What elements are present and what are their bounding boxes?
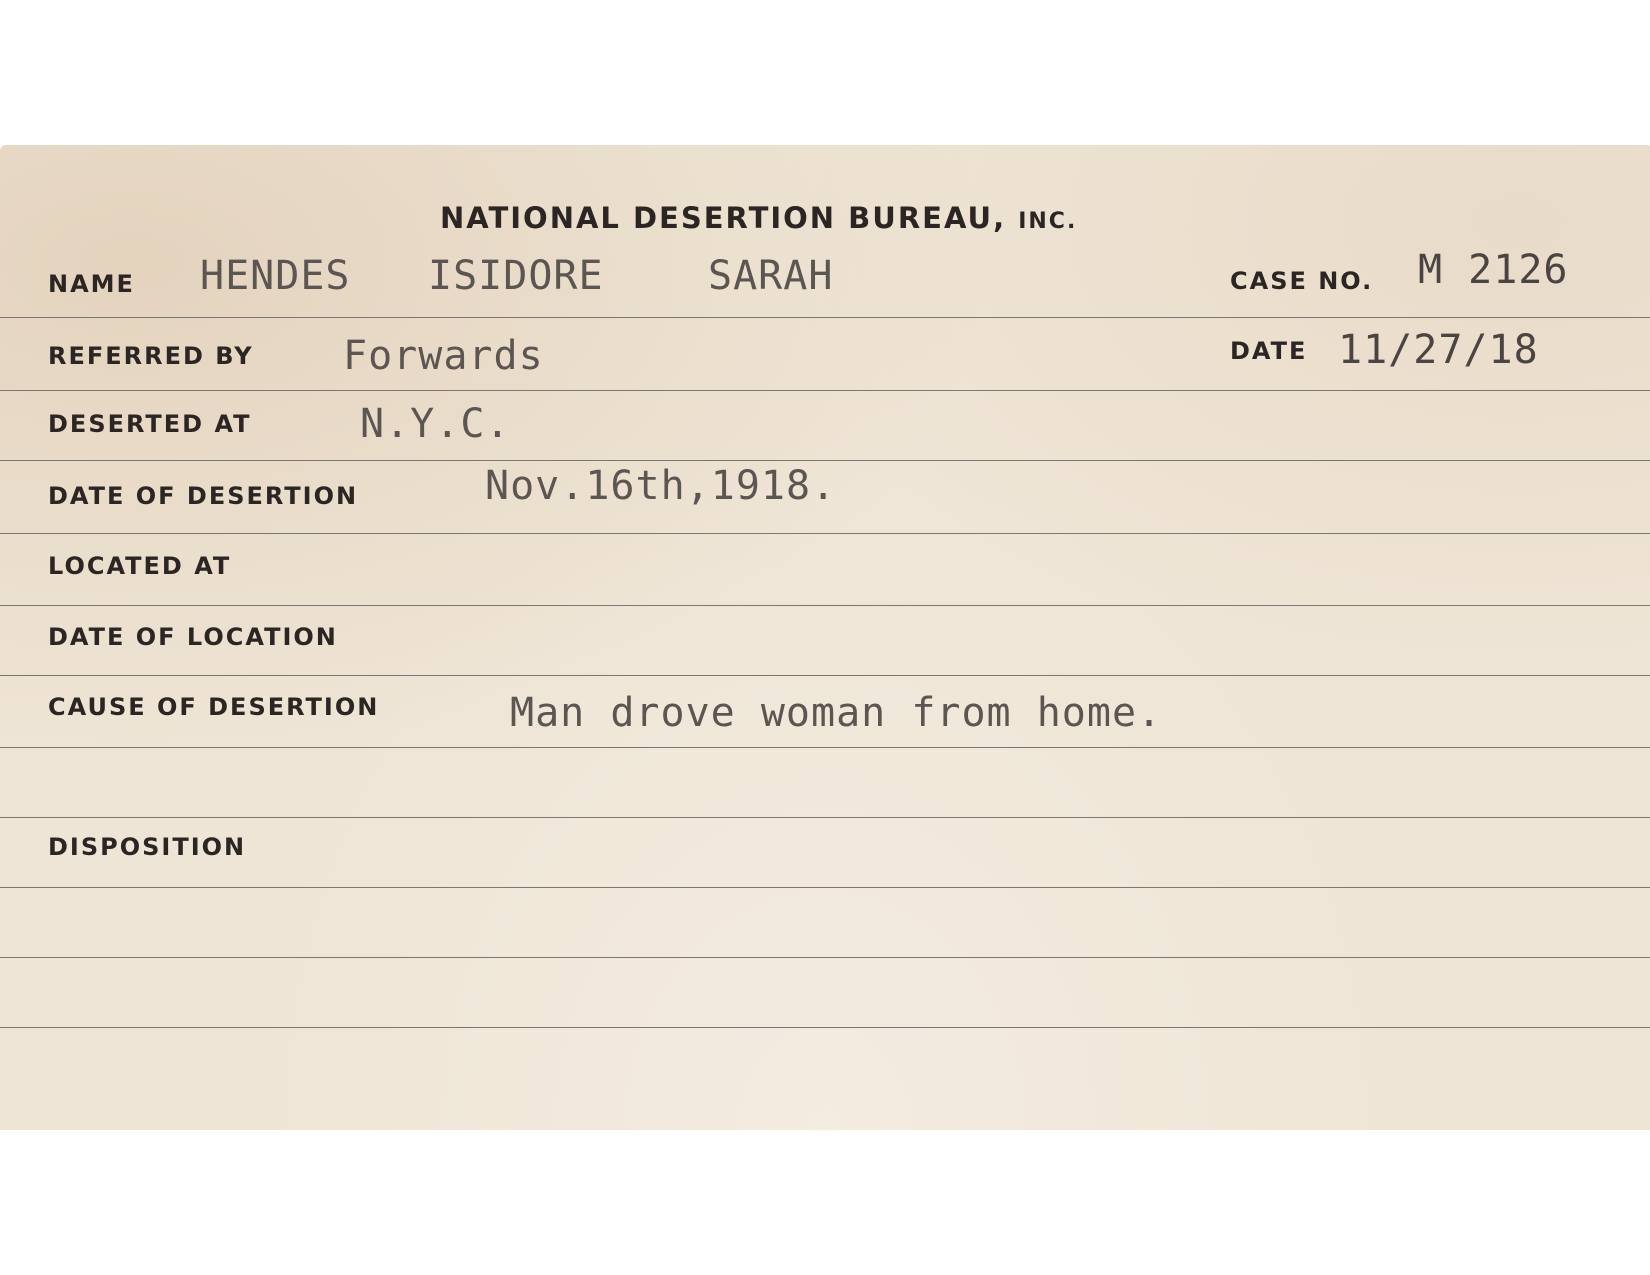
name-label: NAME bbox=[48, 270, 135, 298]
date-value: 11/27/18 bbox=[1338, 327, 1539, 373]
rule-disposition-3 bbox=[0, 1027, 1650, 1029]
rule-name bbox=[0, 317, 1650, 319]
deserted-at-value: N.Y.C. bbox=[360, 401, 511, 447]
disposition-label: DISPOSITION bbox=[48, 833, 247, 861]
index-card bbox=[0, 145, 1650, 1130]
case-no-value: M 2126 bbox=[1418, 247, 1569, 293]
referred-by-label: REFERRED BY bbox=[48, 342, 254, 370]
bureau-suffix: INC. bbox=[1018, 209, 1078, 234]
rule-located-at bbox=[0, 605, 1650, 607]
rule-cause-of-desertion bbox=[0, 747, 1650, 749]
date-label: DATE bbox=[1230, 337, 1308, 365]
rule-disposition-2 bbox=[0, 957, 1650, 959]
date-of-desertion-value: Nov.16th,1918. bbox=[485, 463, 837, 509]
bureau-name: NATIONAL DESERTION BUREAU, bbox=[440, 201, 1007, 235]
rule-disposition bbox=[0, 887, 1650, 889]
referred-by-value: Forwards bbox=[343, 333, 544, 379]
cause-of-desertion-value: Man drove woman from home. bbox=[510, 690, 1163, 736]
case-no-label: CASE NO. bbox=[1230, 267, 1374, 295]
deserted-at-label: DESERTED AT bbox=[48, 410, 252, 438]
located-at-label: LOCATED AT bbox=[48, 552, 232, 580]
rule-date-of-location bbox=[0, 675, 1650, 677]
rule-referred-by bbox=[0, 390, 1650, 392]
rule-date-of-desertion bbox=[0, 533, 1650, 535]
date-of-location-label: DATE OF LOCATION bbox=[48, 623, 338, 651]
cause-of-desertion-label: CAUSE OF DESERTION bbox=[48, 693, 380, 721]
name-husband: ISIDORE bbox=[428, 253, 604, 299]
date-of-desertion-label: DATE OF DESERTION bbox=[48, 482, 359, 510]
card-heading bbox=[440, 201, 1077, 235]
name-wife: SARAH bbox=[708, 253, 834, 299]
name-surname: HENDES bbox=[200, 253, 351, 299]
rule-cause-continuation bbox=[0, 817, 1650, 819]
rule-deserted-at bbox=[0, 460, 1650, 462]
